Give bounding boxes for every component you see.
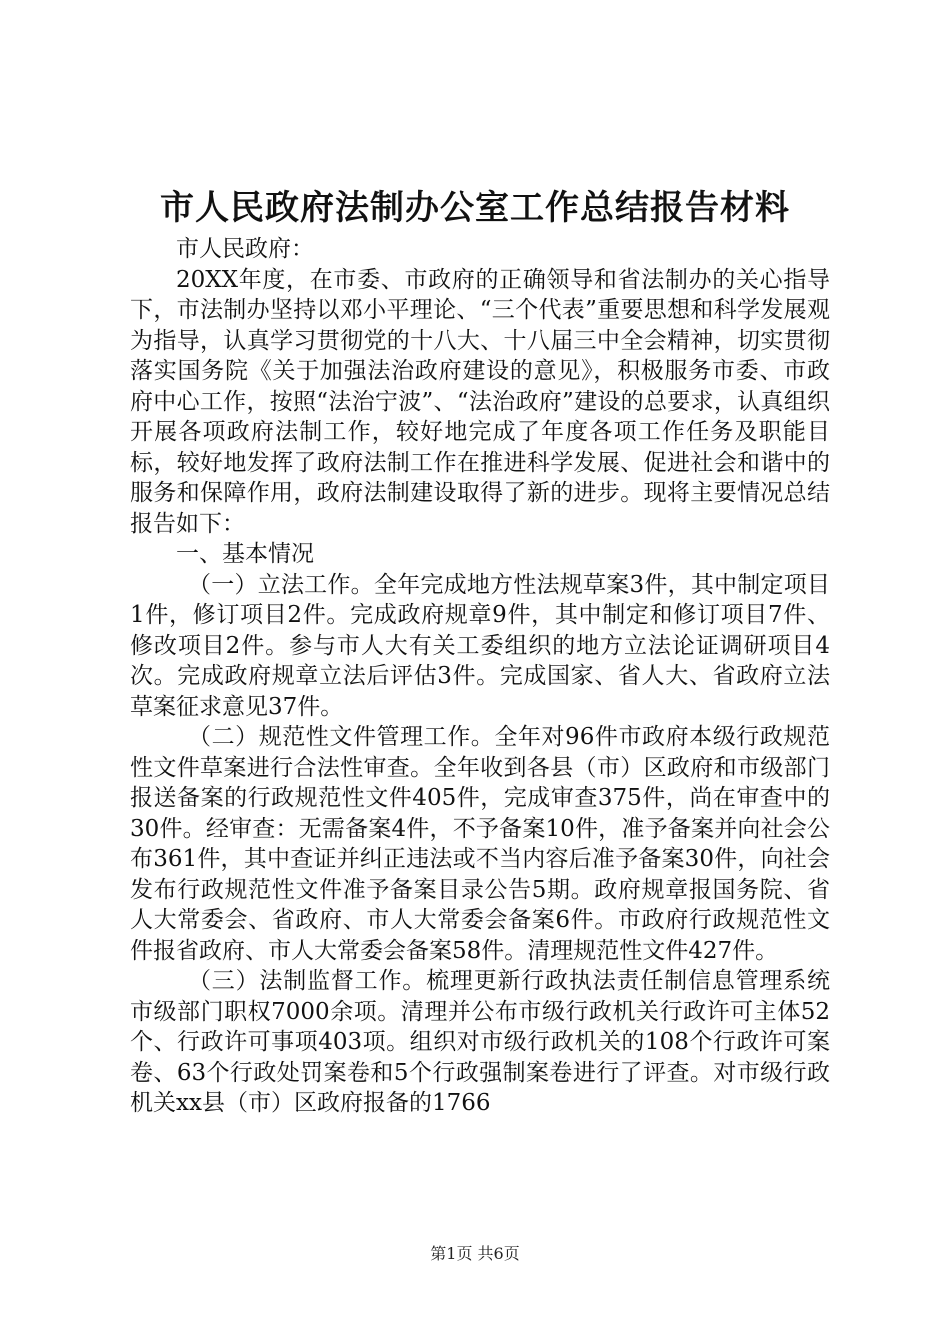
paragraph-normative-documents: （二）规范性文件管理工作。全年对96件市政府本级行政规范性文件草案进行合法性审查。全年收到各县（市）区政府和市级部门报送备案的行政规范性文件405件，完成审查375件，尚在审查中的30件。经审查：无需备案4件，不予备案10件，准予备案并向社会公布361件，其中查证并纠正违法或不当内容后准予备案30件，向社会发布行政规范性文件准予备案目录公告5期。政府规章报国务院、省人大常委会、省政府、市人大常委会备案6件。市政府行政规范性文件报省政府、市人大常委会备案58件。清理规范性文件427件。 [130,724,830,964]
paragraph-legislation: （一）立法工作。全年完成地方性法规草案3件，其中制定项目1件，修订项目2件。完成政府规章9件，其中制定和修订项目7件、修改项目2件。参与市人大有关工委组织的地方立法论证调研项目4次。完成政府规章立法后评估3件。完成国家、省人大、省政府立法草案征求意见37件。 [130,571,830,720]
paragraph-legal-supervision: （三）法制监督工作。梳理更新行政执法责任制信息管理系统市级部门职权7000余项。清理并公布市级行政机关行政许可主体52个、行政许可事项403项。组织对市级行政机关的108个行政许可案卷、63个行政处罚案卷和5个行政强制案卷进行了评查。对市级行政机关xx县（市）区政府报备的1766 [130,968,830,1116]
document-title: 市人民政府法制办公室工作总结报告材料 [160,188,790,228]
salutation: 市人民政府： [176,236,314,262]
document-body [130,234,830,1119]
intro-paragraph: 20XX年度，在市委、市政府的正确领导和省法制办的关心指导下，市法制办坚持以邓小平理论、“三个代表”重要思想和科学发展观为指导，认真学习贯彻党的十八大、十八届三中全会精神，切实贯彻落实国务院《关于加强法治政府建设的意见》，积极服务市委、市政府中心工作，按照“法治宁波”、“法治政府”建设的总要求，认真组织开展各项政府法制工作，较好地完成了年度各项工作任务及职能目标，较好地发挥了政府法制工作在推进科学发展、促进社会和谐中的服务和保障作用，政府法制建设取得了新的进步。现将主要情况总结报告如下： [130,266,830,537]
page-number: 第1页 共6页 [430,1244,520,1263]
section-heading-basic: 一、基本情况 [176,541,314,567]
